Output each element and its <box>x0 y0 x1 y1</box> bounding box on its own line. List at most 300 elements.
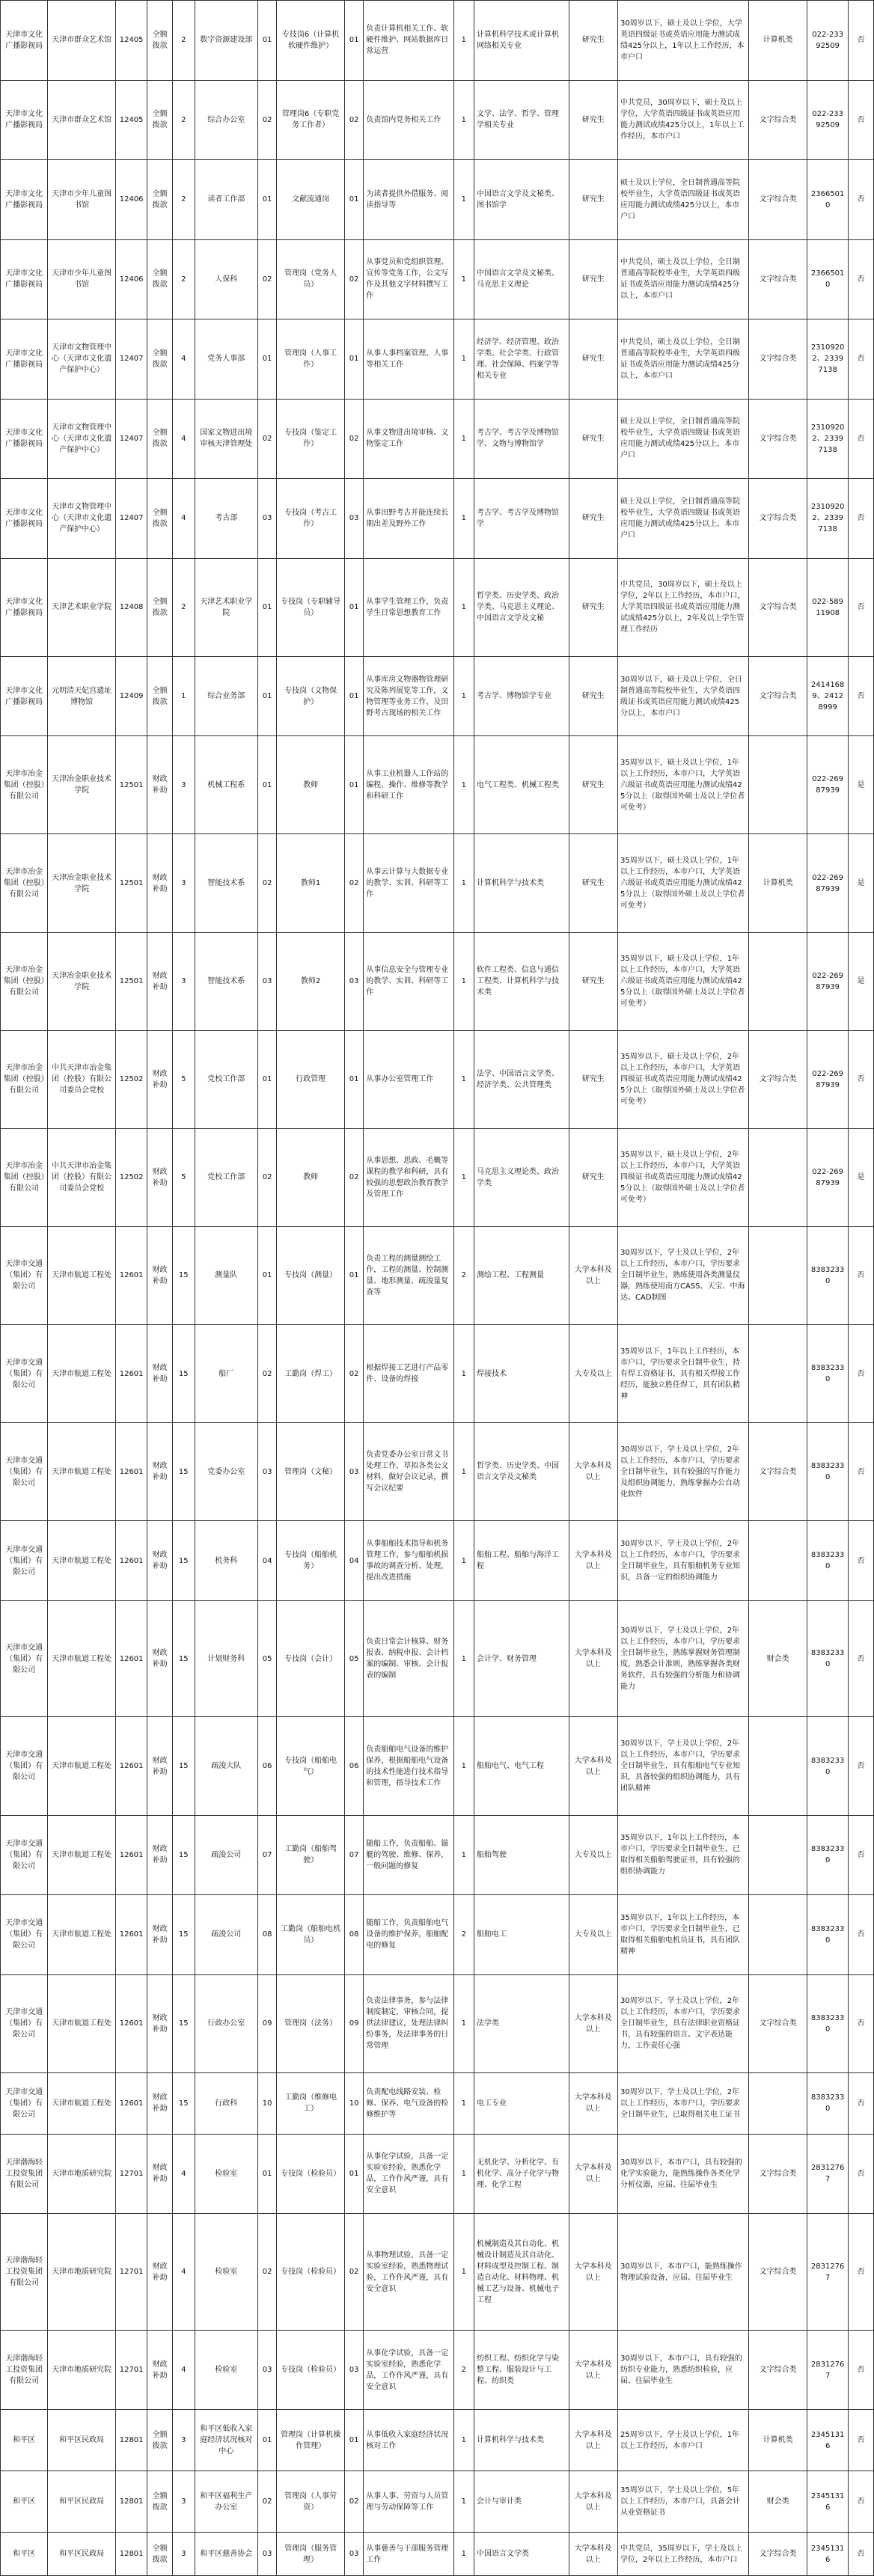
cell-unit-code: 12601 <box>116 1895 147 1975</box>
table-row <box>1 319 874 400</box>
cell-position-name: 工勤岗（船舶驾驶） <box>277 1815 345 1895</box>
cell-position-code: 08 <box>344 1895 363 1975</box>
cell-skill-test: 否 <box>849 1717 874 1815</box>
cell-contact-phone: 23109202、23397138 <box>807 399 849 479</box>
cell-competent-unit: 天津渤海轻工投资集团有限公司 <box>1 2330 48 2410</box>
cell-competent-unit: 天津市交通（集团）有限公司 <box>1 1717 48 1815</box>
cell-position-code: 02 <box>344 834 363 932</box>
cell-other-requirements: 30周岁以下，硕士及以上学位，全日制普通高等院校毕业生，大学英语四级证书或英语应用能力测试成绩425分以上，本市户口 <box>618 656 749 736</box>
cell-recruiting-unit: 天津市航道工程处 <box>48 1895 116 1975</box>
cell-funding-type: 财政补助 <box>147 1600 173 1717</box>
cell-position-code: 01 <box>344 2134 363 2214</box>
table-row <box>1 2214 874 2331</box>
cell-education: 大专及以上 <box>569 1895 617 1975</box>
cell-contact-phone: 022-23392509 <box>807 1 849 81</box>
cell-position-code: 01 <box>344 1030 363 1128</box>
cell-skill-test: 否 <box>849 80 874 160</box>
cell-other-requirements: 中共党员，35周岁以下，学士及以上学位，2年以上工作经历，本市户口 <box>618 2533 749 2576</box>
cell-position-name: 专技岗（专职辅导员） <box>277 558 345 656</box>
cell-total-quota: 3 <box>172 736 195 834</box>
cell-recruiting-unit: 天津市文物管理中心（天津市文化遗产保护中心） <box>48 479 116 559</box>
cell-contact-phone: 23109202、23397138 <box>807 319 849 400</box>
cell-contact-phone: 022-26987939 <box>807 1128 849 1226</box>
cell-recruiting-unit: 天津市群众艺术馆 <box>48 80 116 160</box>
cell-recruiting-unit: 天津市航道工程处 <box>48 1521 116 1601</box>
cell-funding-type: 全额拨款 <box>147 656 173 736</box>
cell-competent-unit: 天津市文化广播影视局 <box>1 160 48 240</box>
cell-other-requirements: 35周岁以下，硕士及以上学位，1年以上工作经历，本市户口，大学英语六级证书或英语应用能力测试成绩425分以上（取得国外硕士及以上学位者可免考） <box>618 932 749 1030</box>
cell-education: 大学本科及以上 <box>569 1600 617 1717</box>
cell-dept-code: 01 <box>257 1226 276 1324</box>
cell-other-requirements: 30周岁以下，硕士及以上学位，大学英语四级证书或英语应用能力测试成绩425分以上，1年以上工作经历，本市户口 <box>618 1 749 81</box>
cell-unit-code: 12406 <box>116 160 147 240</box>
cell-recruiting-unit: 天津市文物管理中心（天津市文化遗产保护中心） <box>48 399 116 479</box>
table-row <box>1 834 874 932</box>
cell-competent-unit: 和平区 <box>1 2410 48 2471</box>
cell-position-name: 管理岗（文秘） <box>277 1423 345 1521</box>
cell-contact-phone: 83832330 <box>807 1815 849 1895</box>
cell-skill-test: 否 <box>849 1521 874 1601</box>
cell-position-code: 04 <box>344 1521 363 1601</box>
cell-competent-unit: 天津渤海轻工投资集团有限公司 <box>1 2134 48 2214</box>
cell-skill-test: 否 <box>849 399 874 479</box>
cell-funding-type: 财政补助 <box>147 2134 173 2214</box>
cell-total-quota: 4 <box>172 2330 195 2410</box>
cell-dept-code: 02 <box>257 1128 276 1226</box>
cell-department: 测量队 <box>195 1226 257 1324</box>
cell-dept-code: 03 <box>257 479 276 559</box>
cell-education: 大学本科及以上 <box>569 1717 617 1815</box>
cell-other-requirements: 35周岁以下，1年以上工作经历，本市户口，学历要求全日制毕业生，已取得相关船舶电机员证书，具有团队精神 <box>618 1895 749 1975</box>
cell-position-code: 03 <box>344 1423 363 1521</box>
cell-recruiting-unit: 天津市少年儿童图书馆 <box>48 239 116 319</box>
cell-funding-type: 财政补助 <box>147 834 173 932</box>
cell-competent-unit: 天津渤海轻工投资集团有限公司 <box>1 2214 48 2331</box>
cell-funding-type: 全额拨款 <box>147 399 173 479</box>
cell-contact-phone: 83832330 <box>807 1521 849 1601</box>
cell-position-quota: 1 <box>453 1815 474 1895</box>
cell-other-requirements: 30周岁以下，学士及以上学位，2年以上工作经历，本市户口，学历要求全日制毕业生，具有较强的写作能力及组织协调能力，熟练掌握办公自动化软件 <box>618 1423 749 1521</box>
cell-funding-type: 全额拨款 <box>147 1 173 81</box>
cell-contact-phone: 23451316 <box>807 2471 849 2533</box>
cell-position-code: 01 <box>344 1226 363 1324</box>
table-row <box>1 160 874 240</box>
cell-dept-code: 01 <box>257 1030 276 1128</box>
cell-job-duties: 负责法律事务，参与法律制度制定，审核合同，提供法律建议，处理法律纠纷事务，及法律事务的日常管理 <box>364 1974 453 2072</box>
cell-exam-category: 文字综合类 <box>749 479 807 559</box>
table-row <box>1 1423 874 1521</box>
cell-recruiting-unit: 天津市地质研究院 <box>48 2214 116 2331</box>
cell-position-code: 01 <box>344 558 363 656</box>
cell-position-quota: 2 <box>453 1226 474 1324</box>
cell-position-code: 02 <box>344 1128 363 1226</box>
cell-major: 法学、中国语言文学类、经济学类、公共管理类 <box>474 1030 569 1128</box>
cell-job-duties: 从事田野考古并能连续长期出差及野外工作 <box>364 479 453 559</box>
cell-position-quota: 1 <box>453 2072 474 2134</box>
cell-position-name: 工勤岗（焊工） <box>277 1325 345 1423</box>
cell-position-quota: 1 <box>453 1325 474 1423</box>
cell-contact-phone: 23451316 <box>807 2410 849 2471</box>
cell-education: 研究生 <box>569 558 617 656</box>
cell-position-quota: 1 <box>453 80 474 160</box>
cell-exam-category <box>749 2072 807 2134</box>
cell-unit-code: 12502 <box>116 1128 147 1226</box>
cell-major: 中国语言文学及文秘类、马克思主义理论 <box>474 239 569 319</box>
cell-department: 考古部 <box>195 479 257 559</box>
cell-skill-test: 否 <box>849 2410 874 2471</box>
cell-position-code: 01 <box>344 656 363 736</box>
cell-dept-code: 01 <box>257 1 276 81</box>
cell-contact-phone: 022-58911908 <box>807 558 849 656</box>
cell-skill-test: 是 <box>849 932 874 1030</box>
cell-recruiting-unit: 天津市航道工程处 <box>48 1974 116 2072</box>
cell-exam-category: 财会类 <box>749 1600 807 1717</box>
cell-contact-phone: 83832330 <box>807 1895 849 1975</box>
cell-exam-category: 文字综合类 <box>749 2330 807 2410</box>
cell-unit-code: 12405 <box>116 80 147 160</box>
cell-total-quota: 3 <box>172 834 195 932</box>
cell-education: 研究生 <box>569 1 617 81</box>
cell-recruiting-unit: 天津市少年儿童图书馆 <box>48 160 116 240</box>
cell-major: 船舶驾驶 <box>474 1815 569 1895</box>
cell-skill-test: 否 <box>849 2134 874 2214</box>
cell-dept-code: 02 <box>257 2214 276 2331</box>
cell-funding-type: 财政补助 <box>147 1030 173 1128</box>
cell-education: 大专及以上 <box>569 1815 617 1895</box>
cell-total-quota: 15 <box>172 1974 195 2072</box>
cell-skill-test: 否 <box>849 1600 874 1717</box>
cell-position-name: 教师 <box>277 736 345 834</box>
cell-education: 大学本科及以上 <box>569 2330 617 2410</box>
cell-other-requirements: 30周岁以下，学士及以上学位，2年以上工作经历，本市户口，学历要求全日制毕业生，具有法律职业资格证书，具有较强的语言、文字表达能力，工作责任心强 <box>618 1974 749 2072</box>
cell-major: 软件工程类、信息与通信工程类、计算机科学与技术类 <box>474 932 569 1030</box>
cell-funding-type: 财政补助 <box>147 1325 173 1423</box>
cell-competent-unit: 天津市交通（集团）有限公司 <box>1 1974 48 2072</box>
cell-dept-code: 01 <box>257 656 276 736</box>
cell-skill-test: 否 <box>849 160 874 240</box>
cell-competent-unit: 天津市交通（集团）有限公司 <box>1 1226 48 1324</box>
cell-skill-test: 否 <box>849 2214 874 2331</box>
cell-exam-category: 文字综合类 <box>749 656 807 736</box>
cell-department: 人保科 <box>195 239 257 319</box>
cell-exam-category: 文字综合类 <box>749 80 807 160</box>
cell-department: 疏浚公司 <box>195 1895 257 1975</box>
cell-other-requirements: 硕士及以上学位，全日制普通高等院校毕业生，大学英语四级证书或英语应用能力测试成绩425分以上，本市户口 <box>618 399 749 479</box>
cell-exam-category: 文字综合类 <box>749 1423 807 1521</box>
cell-position-name: 教师 <box>277 1128 345 1226</box>
cell-position-quota: 1 <box>453 479 474 559</box>
cell-total-quota: 5 <box>172 1128 195 1226</box>
cell-department: 和平区低收入家庭经济状况核对中心 <box>195 2410 257 2471</box>
cell-position-name: 管理岗（党务人员） <box>277 239 345 319</box>
cell-major: 哲学类、历史学类、中国语言文学及文秘类 <box>474 1423 569 1521</box>
cell-major: 测绘工程、工程测量 <box>474 1226 569 1324</box>
cell-major: 船舶工程、船舶与海洋工程 <box>474 1521 569 1601</box>
cell-position-quota: 1 <box>453 1 474 81</box>
cell-major: 船舶电气、电气工程 <box>474 1717 569 1815</box>
table-row <box>1 2410 874 2471</box>
cell-position-code: 03 <box>344 2533 363 2576</box>
cell-position-name: 专技岗（检验员） <box>277 2214 345 2331</box>
cell-position-name: 专技岗（文物保护） <box>277 656 345 736</box>
cell-dept-code: 01 <box>257 319 276 400</box>
cell-total-quota: 15 <box>172 1521 195 1601</box>
cell-job-duties: 从事船舶技术指导和机务管理工作，参与船舶机损事故的调查分析、处理，提出改进措施 <box>364 1521 453 1601</box>
cell-position-code: 09 <box>344 1974 363 2072</box>
cell-education: 大学本科及以上 <box>569 1226 617 1324</box>
cell-competent-unit: 天津市交通（集团）有限公司 <box>1 1325 48 1423</box>
cell-unit-code: 12801 <box>116 2410 147 2471</box>
cell-job-duties: 从事思想、思政、毛概等课程的教学和科研，具有较强的思想政治教育教学及管理工作 <box>364 1128 453 1226</box>
cell-major: 中国语言文学及文秘类、图书馆学 <box>474 160 569 240</box>
cell-education: 研究生 <box>569 656 617 736</box>
cell-competent-unit: 天津市文化广播影视局 <box>1 239 48 319</box>
cell-other-requirements: 中共党员，30周岁以下，硕士及以上学位，2年以上工作经历，本市户口，大学英语四级证书或英语应用能力测试成绩425分以上，2年及以上学生管理工作经历 <box>618 558 749 656</box>
cell-recruiting-unit: 天津市群众艺术馆 <box>48 1 116 81</box>
cell-job-duties: 负责党委办公室日常文书处理工作，草拟各类公文材料，做好会议记录，撰写会议纪要 <box>364 1423 453 1521</box>
cell-total-quota: 4 <box>172 479 195 559</box>
cell-exam-category: 文字综合类 <box>749 2134 807 2214</box>
cell-funding-type: 财政补助 <box>147 1521 173 1601</box>
cell-skill-test: 否 <box>849 2072 874 2134</box>
cell-contact-phone: 23109202、23397138 <box>807 479 849 559</box>
table-row <box>1 1226 874 1324</box>
cell-funding-type: 全额拨款 <box>147 2410 173 2471</box>
cell-contact-phone: 83832330 <box>807 1423 849 1521</box>
cell-recruiting-unit: 中共天津市冶金集团（控股）有限公司委员会党校 <box>48 1030 116 1128</box>
cell-education: 研究生 <box>569 160 617 240</box>
cell-job-duties: 负责配电线路安装、检修、保养、电气设备的检修维护等 <box>364 2072 453 2134</box>
cell-department: 党务人事部 <box>195 319 257 400</box>
cell-unit-code: 12501 <box>116 932 147 1030</box>
cell-education: 大学本科及以上 <box>569 1974 617 2072</box>
cell-dept-code: 06 <box>257 1717 276 1815</box>
cell-department: 读者工作部 <box>195 160 257 240</box>
cell-total-quota: 1 <box>172 656 195 736</box>
cell-major: 纺织工程、纺织化学与染整工程、服装设计与工程、纺织类 <box>474 2330 569 2410</box>
cell-position-quota: 1 <box>453 1600 474 1717</box>
cell-skill-test: 否 <box>849 319 874 400</box>
cell-position-quota: 1 <box>453 834 474 932</box>
cell-department: 机械工程系 <box>195 736 257 834</box>
cell-other-requirements: 中共党员，硕士及以上学位，全日制普通高等院校毕业生，大学英语四级证书或英语应用能力测试成绩425分以上，本市户口 <box>618 319 749 400</box>
cell-dept-code: 01 <box>257 2134 276 2214</box>
cell-department: 党校工作部 <box>195 1030 257 1128</box>
cell-funding-type: 财政补助 <box>147 1423 173 1521</box>
table-body <box>1 1 874 2576</box>
cell-position-code: 03 <box>344 932 363 1030</box>
cell-recruiting-unit: 天津冶金职业技术学院 <box>48 932 116 1030</box>
cell-dept-code: 09 <box>257 1974 276 2072</box>
cell-position-quota: 1 <box>453 2214 474 2331</box>
cell-total-quota: 4 <box>172 319 195 400</box>
cell-unit-code: 12601 <box>116 1600 147 1717</box>
cell-recruiting-unit: 和平区民政局 <box>48 2471 116 2533</box>
cell-position-quota: 1 <box>453 239 474 319</box>
cell-job-duties: 从事党员和党组织管理、宣传等党务工作，公文写作及其他文字材料撰写工作 <box>364 239 453 319</box>
cell-exam-category: 文字综合类 <box>749 319 807 400</box>
cell-total-quota: 4 <box>172 2134 195 2214</box>
cell-dept-code: 02 <box>257 239 276 319</box>
cell-position-quota: 1 <box>453 2471 474 2533</box>
cell-position-quota: 1 <box>453 2134 474 2214</box>
cell-dept-code: 01 <box>257 2410 276 2471</box>
cell-exam-category <box>749 1815 807 1895</box>
cell-unit-code: 12406 <box>116 239 147 319</box>
cell-position-name: 管理岗（服务管理） <box>277 2533 345 2576</box>
cell-job-duties: 从事物理试验，具备一定实验室经验，熟悉物理试验，工作作风严谨，具有安全意识 <box>364 2214 453 2331</box>
cell-education: 大学本科及以上 <box>569 2072 617 2134</box>
cell-recruiting-unit: 天津市航道工程处 <box>48 1815 116 1895</box>
cell-total-quota: 3 <box>172 2471 195 2533</box>
cell-other-requirements: 30周岁以下，学士及以上学位，2年以上工作经历，本市户口，学历要求全日制毕业生，已取得相关电工证书 <box>618 2072 749 2134</box>
cell-exam-category: 文字综合类 <box>749 399 807 479</box>
cell-exam-category: 计算机类 <box>749 834 807 932</box>
table-row <box>1 1521 874 1601</box>
cell-job-duties: 从事化学试验，具备一定实验室经验，熟悉化学品，工作作风严谨，具有安全意识 <box>364 2330 453 2410</box>
cell-exam-category <box>749 1226 807 1324</box>
cell-position-quota: 1 <box>453 319 474 400</box>
cell-position-quota: 1 <box>453 399 474 479</box>
cell-exam-category <box>749 1895 807 1975</box>
cell-contact-phone: 23665010 <box>807 160 849 240</box>
cell-dept-code: 02 <box>257 834 276 932</box>
cell-skill-test: 否 <box>849 2330 874 2410</box>
cell-funding-type: 财政补助 <box>147 2214 173 2331</box>
cell-skill-test: 否 <box>849 1895 874 1975</box>
cell-skill-test: 否 <box>849 1974 874 2072</box>
table-row <box>1 1 874 81</box>
cell-exam-category <box>749 1128 807 1226</box>
cell-skill-test: 否 <box>849 239 874 319</box>
cell-department: 机务科 <box>195 1521 257 1601</box>
cell-recruiting-unit: 天津艺术职业学院 <box>48 558 116 656</box>
cell-recruiting-unit: 天津市文物管理中心（天津市文化遗产保护中心） <box>48 319 116 400</box>
cell-job-duties: 从事云计算与大数据专业的教学、实训、科研等工作 <box>364 834 453 932</box>
cell-funding-type: 财政补助 <box>147 1974 173 2072</box>
cell-total-quota: 2 <box>172 80 195 160</box>
cell-job-duties: 负责船舶电气设备的维护保养，根据船舶电气设备的技术性能进行技术指导和管理，指导技术工作 <box>364 1717 453 1815</box>
cell-skill-test: 否 <box>849 558 874 656</box>
cell-funding-type: 全额拨款 <box>147 2471 173 2533</box>
table-row <box>1 239 874 319</box>
cell-department: 党委办公室 <box>195 1423 257 1521</box>
cell-major: 法学类 <box>474 1974 569 2072</box>
cell-position-name: 专技岗6（计算机软硬件维护） <box>277 1 345 81</box>
cell-position-quota: 1 <box>453 160 474 240</box>
cell-competent-unit: 天津市交通（集团）有限公司 <box>1 1600 48 1717</box>
cell-major: 船舶电工 <box>474 1895 569 1975</box>
cell-exam-category <box>749 932 807 1030</box>
cell-job-duties: 从事人事档案管理、人事等相关工作 <box>364 319 453 400</box>
cell-total-quota: 15 <box>172 1600 195 1717</box>
cell-dept-code: 02 <box>257 399 276 479</box>
cell-total-quota: 15 <box>172 1423 195 1521</box>
cell-department: 和平区慈善协会 <box>195 2533 257 2576</box>
cell-exam-category <box>749 1717 807 1815</box>
cell-department: 国家文物进出境审核天津管理处 <box>195 399 257 479</box>
cell-exam-category: 文字综合类 <box>749 2533 807 2576</box>
cell-recruiting-unit: 天津冶金职业技术学院 <box>48 834 116 932</box>
cell-unit-code: 12502 <box>116 1030 147 1128</box>
cell-unit-code: 12501 <box>116 834 147 932</box>
cell-major: 计算机科学与技术类 <box>474 834 569 932</box>
table-row <box>1 2134 874 2214</box>
cell-total-quota: 15 <box>172 1895 195 1975</box>
cell-education: 研究生 <box>569 479 617 559</box>
cell-contact-phone: 83832330 <box>807 1717 849 1815</box>
cell-contact-phone: 022-26987939 <box>807 736 849 834</box>
cell-funding-type: 全额拨款 <box>147 319 173 400</box>
cell-job-duties: 负责计算机相关工作、软硬件维护、网站数据库日常运营 <box>364 1 453 81</box>
cell-skill-test: 是 <box>849 736 874 834</box>
table-row <box>1 2330 874 2410</box>
cell-total-quota: 15 <box>172 1325 195 1423</box>
cell-competent-unit: 天津市文化广播影视局 <box>1 558 48 656</box>
cell-skill-test: 否 <box>849 1815 874 1895</box>
cell-other-requirements: 35周岁以下，1年以上工作经历，本市户口，学历要求全日制毕业生，已取得相关船舶驾驶证书，具有较强的组织协调能力 <box>618 1815 749 1895</box>
cell-position-quota: 1 <box>453 558 474 656</box>
cell-total-quota: 3 <box>172 2410 195 2471</box>
cell-total-quota: 2 <box>172 160 195 240</box>
cell-other-requirements: 中共党员，硕士及以上学位，全日制普通高等院校毕业生，大学英语四级证书或英语应用能力测试成绩425分以上，本市户口 <box>618 239 749 319</box>
cell-skill-test: 否 <box>849 2533 874 2576</box>
cell-other-requirements: 30周岁以下，学士及以上学位，2年以上工作经历，本市户口，学历要求全日制毕业生，熟练使用各类测量仪器，熟练使用南方CASS、天宝、中海达、CAD制图 <box>618 1226 749 1324</box>
cell-position-code: 03 <box>344 2330 363 2410</box>
cell-position-quota: 1 <box>453 656 474 736</box>
cell-position-name: 管理岗（人事工作） <box>277 319 345 400</box>
cell-position-quota: 1 <box>453 2533 474 2576</box>
cell-dept-code: 02 <box>257 1325 276 1423</box>
cell-other-requirements: 硕士及以上学位，全日制普通高等院校毕业生，大学英语四级证书或英语应用能力测试成绩425分以上，本市户口 <box>618 160 749 240</box>
cell-funding-type: 全额拨款 <box>147 558 173 656</box>
cell-unit-code: 12601 <box>116 1226 147 1324</box>
cell-position-quota: 2 <box>453 1895 474 1975</box>
cell-department: 检验室 <box>195 2134 257 2214</box>
cell-position-name: 专技岗（检验员） <box>277 2134 345 2214</box>
cell-recruiting-unit: 中共天津市冶金集团（控股）有限公司委员会党校 <box>48 1128 116 1226</box>
cell-position-name: 专技岗（检验员） <box>277 2330 345 2410</box>
cell-department: 检验室 <box>195 2214 257 2331</box>
cell-department: 智能技术系 <box>195 834 257 932</box>
cell-other-requirements: 35周岁以下，硕士及以上学位，2年以上工作经历，本市户口，大学英语四级证书或英语应用能力测试成绩425分以上（取得国外硕士及以上学位者可免考） <box>618 1128 749 1226</box>
cell-funding-type: 全额拨款 <box>147 479 173 559</box>
cell-position-name: 专技岗（船舶机务） <box>277 1521 345 1601</box>
cell-education: 研究生 <box>569 834 617 932</box>
cell-position-name: 工勤岗（船舶电机员） <box>277 1895 345 1975</box>
cell-other-requirements: 中共党员，30周岁以下，硕士及以上学位，大学英语四级证书或英语应用能力测试成绩425分以上，1年以上工作经历，本市户口 <box>618 80 749 160</box>
cell-education: 大学本科及以上 <box>569 2471 617 2533</box>
cell-job-duties: 负责馆内党务相关工作 <box>364 80 453 160</box>
cell-position-name: 文献流通岗 <box>277 160 345 240</box>
cell-position-quota: 1 <box>453 1717 474 1815</box>
cell-department: 党校工作部 <box>195 1128 257 1226</box>
cell-dept-code: 03 <box>257 2533 276 2576</box>
cell-position-quota: 1 <box>453 2410 474 2471</box>
cell-exam-category: 文字综合类 <box>749 160 807 240</box>
cell-dept-code: 01 <box>257 160 276 240</box>
cell-education: 大学本科及以上 <box>569 2533 617 2576</box>
table-row <box>1 1815 874 1895</box>
cell-major: 中国语言文学类 <box>474 2533 569 2576</box>
cell-unit-code: 12701 <box>116 2134 147 2214</box>
cell-major: 计算机科学技术或计算机网络相关专业 <box>474 1 569 81</box>
cell-position-quota: 1 <box>453 932 474 1030</box>
cell-position-code: 05 <box>344 1600 363 1717</box>
cell-total-quota: 15 <box>172 1717 195 1815</box>
cell-education: 研究生 <box>569 239 617 319</box>
cell-contact-phone: 24141689、24128999 <box>807 656 849 736</box>
